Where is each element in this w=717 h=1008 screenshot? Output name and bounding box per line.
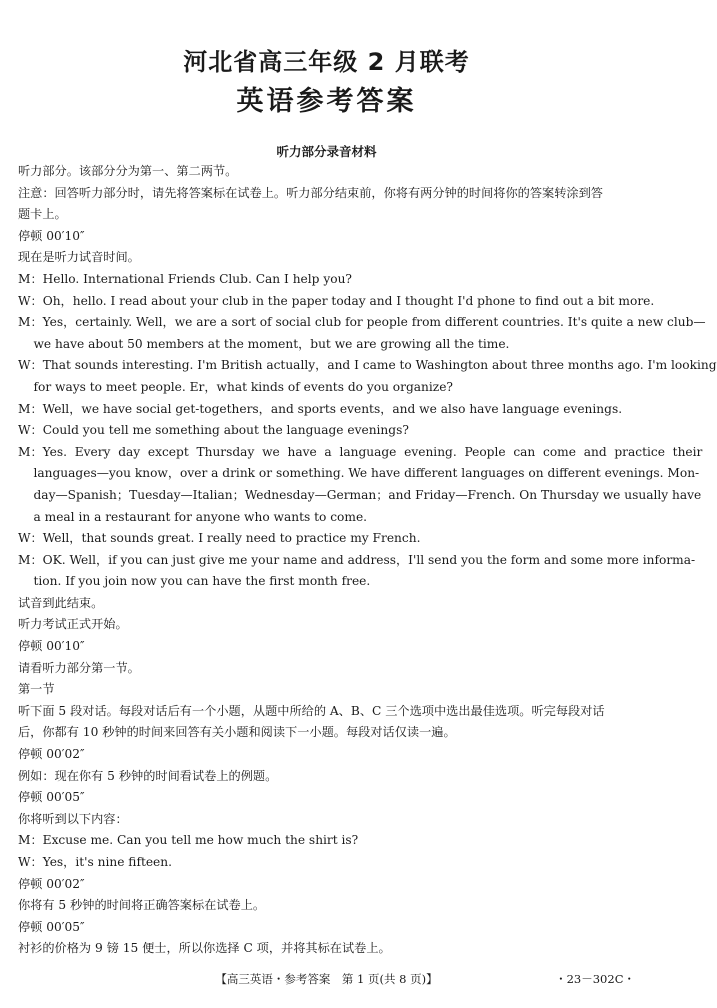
text-line: 注意：回答听力部分时，请先将答案标在试卷上。听力部分结束前，你将有两分钟的时间将你的答案转涂到答: [18, 185, 603, 200]
document-title: 河北省高三年级 2 月联考: [183, 48, 470, 76]
page-number: 【高三英语・参考答案 第 1 页(共 8 页)】: [215, 972, 438, 986]
page-footer: [0, 969, 653, 989]
text-line: 题卡上。: [18, 207, 67, 222]
text-line: 听力部分。该部分分为第一、第二两节。: [18, 164, 238, 178]
text-line: 听力考试正式开始。: [18, 617, 128, 632]
dialogue-line: M：Excuse me. Can you tell me how much the shirt is?: [18, 833, 359, 848]
text-line: 停顿 00′10″: [18, 228, 85, 243]
text-line: 停顿 00′02″: [18, 876, 85, 891]
text-line: 停顿 00′10″: [18, 639, 85, 654]
text-line: 停顿 00′05″: [18, 790, 85, 805]
dialogue-line: W：Oh，hello. I read about your club in the paper today and I thought I'd phone to find out a bit more.: [18, 293, 655, 308]
dialogue-line: M：OK. Well，if you can just give me your name and address，I'll send you the form and some more informa-: [18, 552, 696, 567]
section-heading: 听力部分录音材料: [276, 144, 377, 159]
dialogue-line: M：Yes. Every day except Thursday we have a language evening. People can come and practice their: [18, 444, 703, 459]
dialogue-line: W：Yes，it's nine fifteen.: [18, 855, 172, 869]
dialogue-line: tion. If you join now you can have the first month free.: [18, 574, 371, 589]
transcript-body: [18, 161, 717, 960]
text-line: 停顿 00′02″: [18, 747, 85, 762]
dialogue-line: W：That sounds interesting. I'm British actually，and I came to Washington about three months ago. I'm looking: [18, 358, 717, 373]
text-line: 衬衫的价格为 9 镑 15 便士，所以你选择 C 项，并将其标在试卷上。: [18, 941, 391, 956]
text-line: 第一节: [18, 682, 55, 697]
dialogue-line: a meal in a restaurant for anyone who wants to come.: [18, 509, 368, 524]
document-subtitle: 英语参考答案: [236, 86, 417, 117]
text-line: 听下面 5 段对话。每段对话后有一个小题，从题中所给的 A、B、C 三个选项中选出最佳选项。听完每段对话: [18, 703, 605, 718]
exam-code: ・23－302C・: [555, 972, 635, 986]
text-line: 例如：现在你有 5 秒钟的时间看试卷上的例题。: [18, 768, 278, 783]
dialogue-line: M：Hello. International Friends Club. Can I help you?: [18, 271, 352, 286]
dialogue-line: W：Well，that sounds great. I really need to practice my French.: [18, 531, 421, 546]
dialogue-line: M：Well，we have social get-togethers，and sports events，and we also have language evenings.: [18, 401, 623, 416]
dialogue-line: day—Spanish；Tuesday—Italian；Wednesday—German；and Friday—French. On Thursday we usually have: [18, 487, 702, 502]
dialogue-line: we have about 50 members at the moment，but we are growing all the time.: [18, 336, 510, 351]
text-line: 后，你都有 10 秒钟的时间来回答有关小题和阅读下一小题。每段对话仅读一遍。: [18, 725, 456, 740]
dialogue-line: W：Could you tell me something about the language evenings?: [18, 423, 409, 438]
text-line: 请看听力部分第一节。: [18, 660, 140, 675]
text-line: 你将听到以下内容：: [18, 811, 128, 826]
text-line: 试音到此结束。: [18, 595, 104, 610]
text-line: 停顿 00′05″: [18, 919, 85, 934]
dialogue-line: M：Yes，certainly. Well，we are a sort of social club for people from different countries. It's quite a new club—: [18, 315, 706, 330]
dialogue-line: languages—you know，over a drink or something. We have different languages on different evenings. Mon-: [18, 466, 700, 481]
text-line: 你将有 5 秒钟的时间将正确答案标在试卷上。: [18, 898, 266, 913]
dialogue-line: for ways to meet people. Er，what kinds of events do you organize?: [18, 379, 453, 394]
text-line: 现在是听力试音时间。: [18, 250, 140, 265]
